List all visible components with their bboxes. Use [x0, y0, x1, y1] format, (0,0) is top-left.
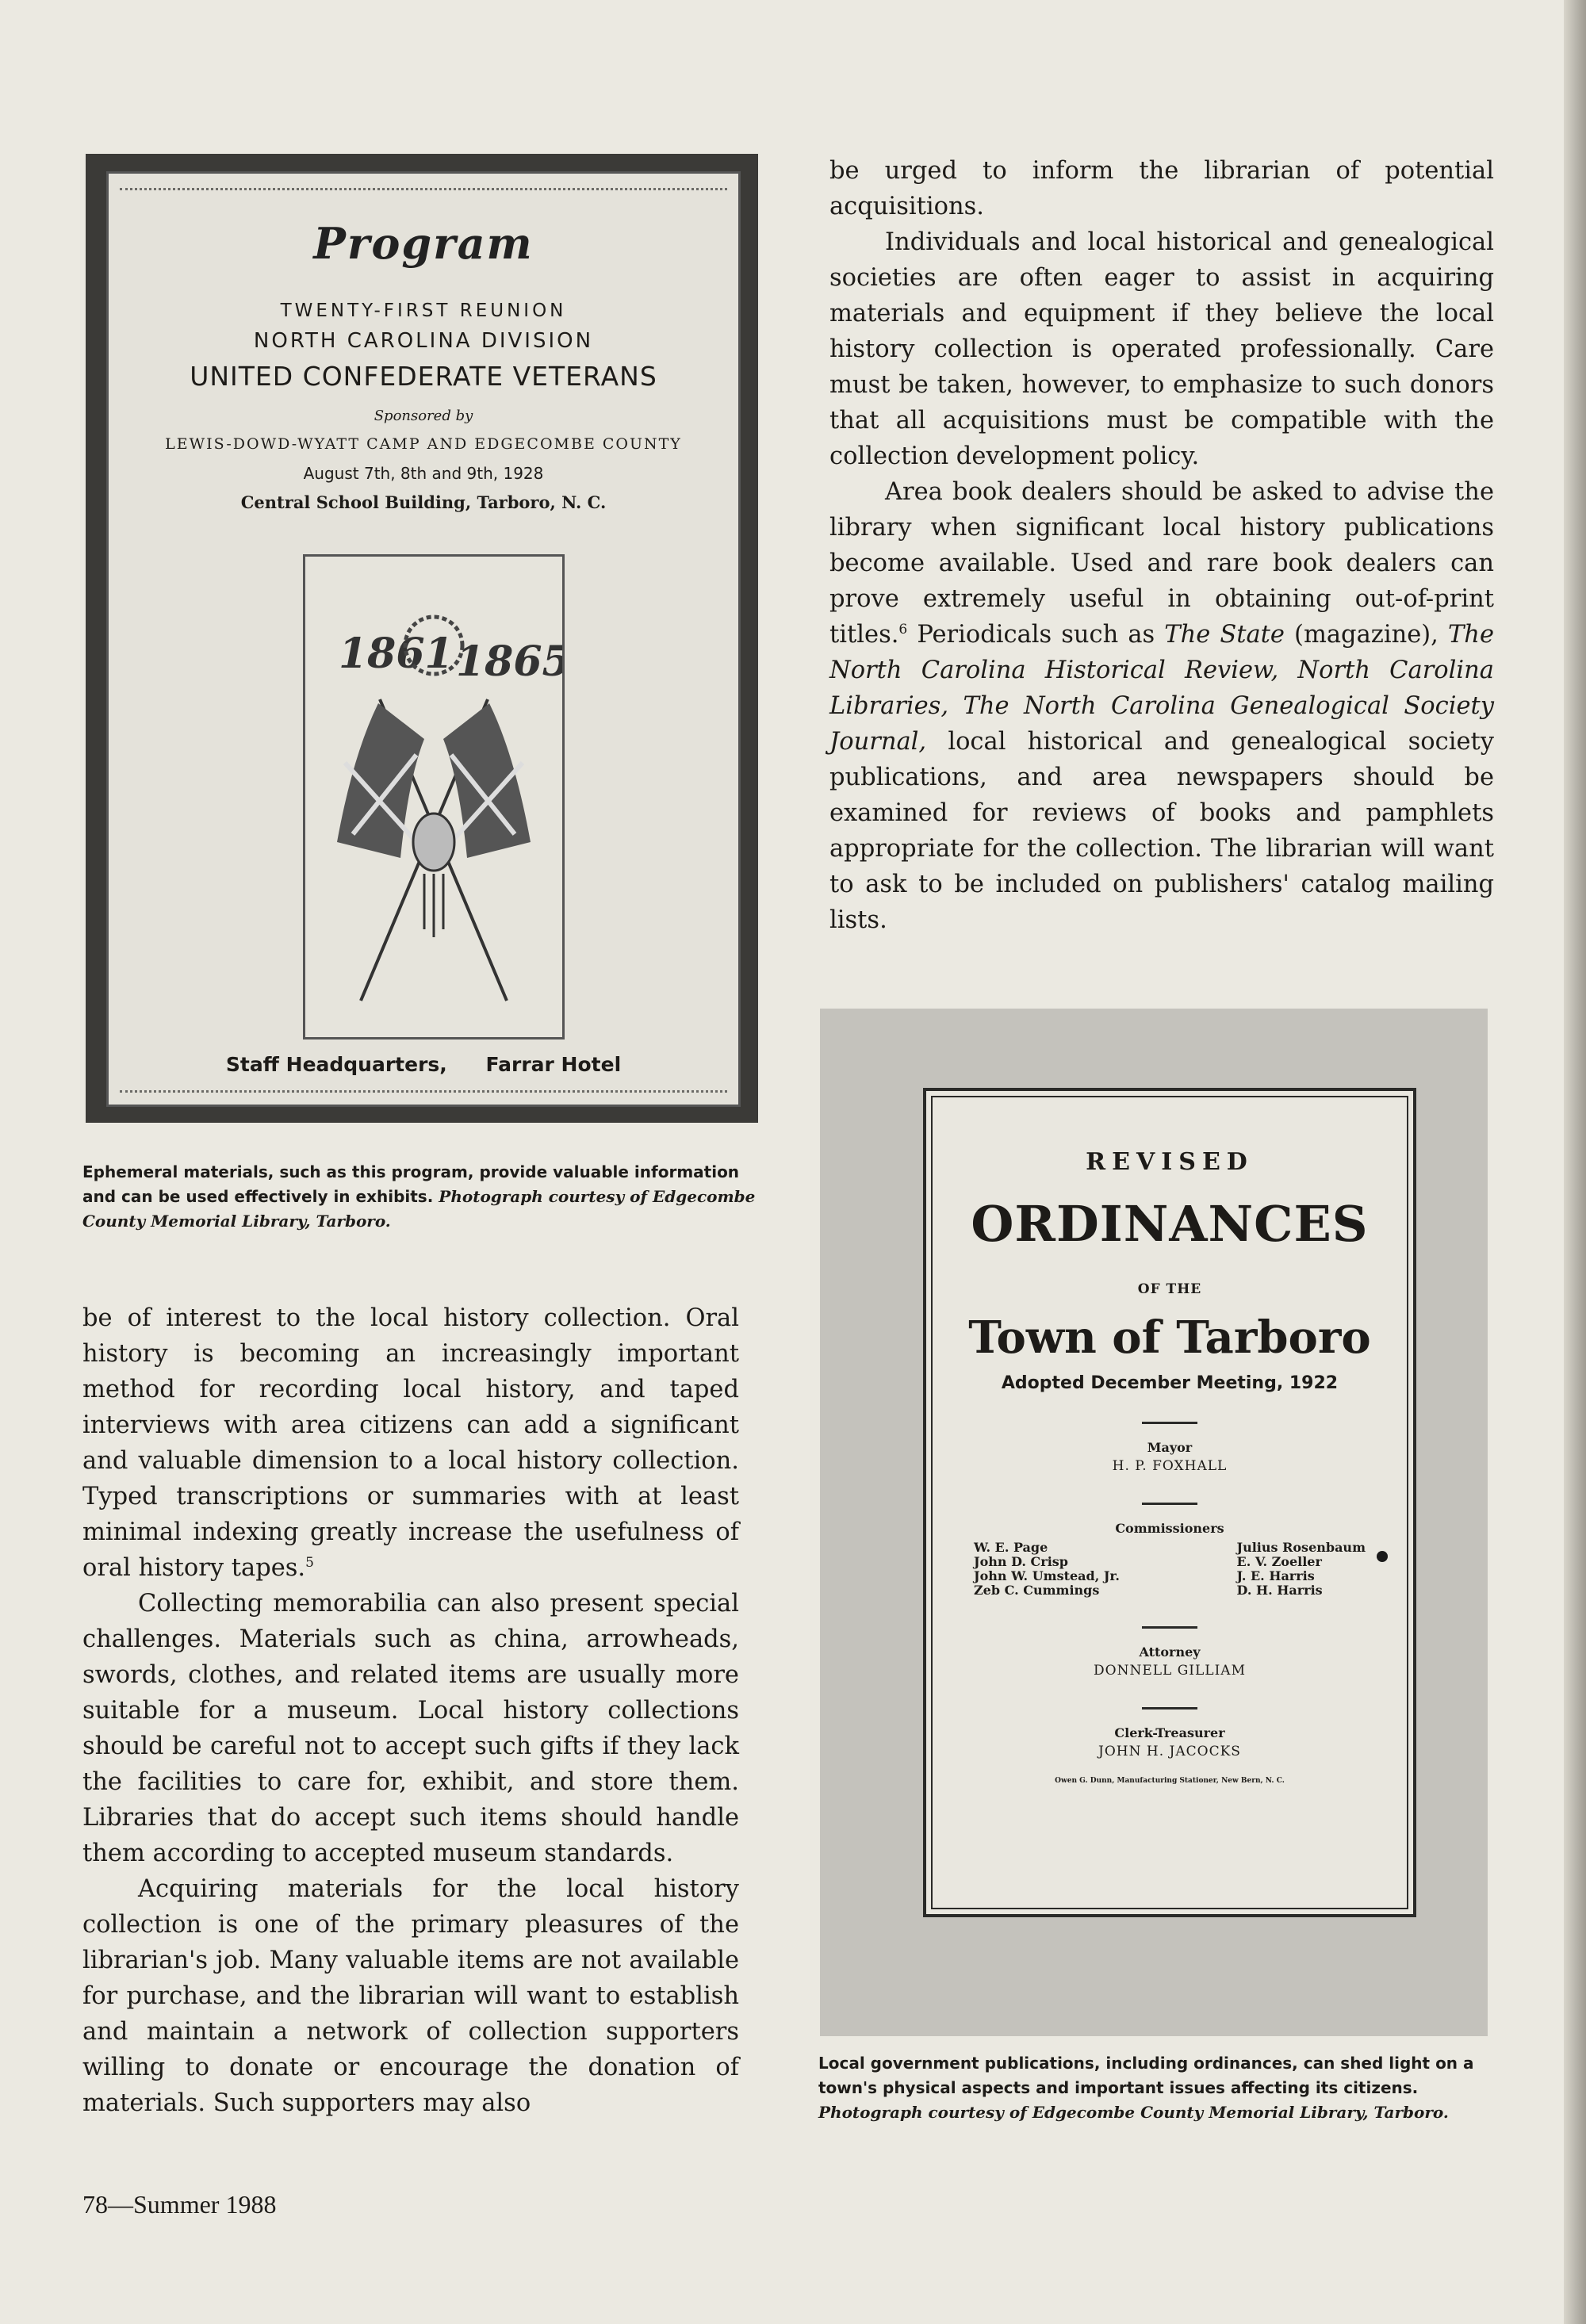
program-card	[106, 171, 741, 1107]
commissioners-right: Julius Rosenbaum E. V. Zoeller J. E. Harris D. H. Harris	[1236, 1540, 1366, 1598]
periodical-the-state: The State	[1164, 621, 1285, 649]
mayor-label: Mayor	[1147, 1440, 1193, 1455]
flags-emblem	[303, 554, 565, 1039]
cover-adopted: Adopted December Meeting, 1922	[1001, 1373, 1339, 1393]
periodical-list: The North Carolina Historical Review, North Carolina Libraries, The North Carolina Genealogical Society Journal,	[829, 621, 1494, 756]
cover-revised: REVISED	[1086, 1148, 1254, 1176]
footnote-ref-5: 5	[305, 1554, 314, 1571]
reunion-line: TWENTY-FIRST REUNION	[280, 301, 567, 321]
place-line: Central School Building, Tarboro, N. C.	[240, 492, 607, 512]
divider	[1142, 1503, 1197, 1505]
cover-town: Town of Tarboro	[968, 1311, 1371, 1364]
divider	[1142, 1707, 1197, 1709]
paragraph-book-dealers: Area book dealers should be asked to advise the library when significant local history publications become available. Used and rare book dealers can prove extremely useful in obtaining out-of-print titles.$^6$ Periodicals such as The State (magazine), The North Carolina Historical Review, North Carolina Libraries, The North Carolina Genealogical Society Journal, local historical and genealogical society publications, and area newspapers should be examined for reviews of books and pamphlets appropriate for the collection. The librarian will want to ask to be included on publishers' catalog mailing lists.	[829, 478, 1494, 934]
year-right: 1865	[456, 637, 562, 686]
commissioners-list	[933, 1541, 1407, 1598]
commissioners-left: W. E. Page John D. Crisp John W. Umstead, Jr. Zeb C. Cummings	[974, 1540, 1120, 1598]
paragraph-acquiring: Acquiring materials for the local history collection is one of the primary pleasures of the librarian's job. Many valuable items are not available for purchase, and the librarian will want to establish and maintain a network of collection supporters willing to donate or encourage the donation of materials. Such supporters may also	[82, 1875, 739, 2117]
footnote-ref-6: 6	[898, 621, 908, 637]
top-border-ornament	[120, 188, 727, 196]
program-title: Program	[313, 218, 534, 269]
cover-of-the: OF THE	[1137, 1281, 1202, 1297]
left-text-column	[82, 1300, 739, 2121]
caption-ordinances-credit: Photograph courtesy of Edgecombe County Memorial Library, Tarboro.	[818, 2103, 1449, 2122]
ordinances-cover	[923, 1088, 1416, 1917]
printer-imprint: Owen G. Dunn, Manufacturing Stationer, New Bern, N. C.	[1055, 1777, 1285, 1785]
divider	[1142, 1626, 1197, 1629]
paragraph-inform: be urged to inform the librarian of potential acquisitions.	[829, 157, 1494, 220]
page-edge-shadow	[1564, 0, 1586, 2324]
division-line: NORTH CAROLINA DIVISION	[253, 329, 594, 353]
commissioners-label: Commissioners	[1115, 1521, 1224, 1536]
divider	[1142, 1422, 1197, 1424]
sponsored-label: Sponsored by	[374, 408, 473, 424]
right-text-column	[829, 153, 1494, 938]
clerk-name: JOHN H. JACOCKS	[1098, 1744, 1241, 1759]
ordinances-photo	[820, 1009, 1488, 2036]
shield-icon	[413, 814, 454, 871]
caption-program-text: Ephemeral materials, such as this program, provide valuable information and can be used effectively in exhibits.	[82, 1162, 740, 1206]
sponsor-line: LEWIS-DOWD-WYATT CAMP AND EDGECOMBE COUNTY	[165, 435, 682, 453]
crossed-flags-icon	[305, 557, 562, 1037]
caption-ordinances-text: Local government publications, including ordinances, can shed light on a town's physical aspects and important issues affecting its citizens.	[818, 2054, 1474, 2097]
program-photo	[86, 154, 758, 1123]
caption-ordinances	[818, 2051, 1497, 2125]
caption-program-credit: Photograph courtesy of Edgecombe County Memorial Library, Tarboro.	[82, 1187, 756, 1231]
year-left: 1861	[339, 630, 454, 678]
paragraph-oral-history: be of interest to the local history collection. Oral history is becoming an increasingly important method for recording local history, and taped interviews with area citizens can add a significant and valuable dimension to a local history collection. Typed transcriptions or summaries with at least minimal indexing greatly increase the usefulness of oral history tapes.$^5$	[82, 1304, 739, 1582]
paragraph-memorabilia: Collecting memorabilia can also present special challenges. Materials such as china, arrowheads, swords, clothes, and related items are usually more suitable for a museum. Local history collections should be careful not to accept such gifts if they lack the facilities to care for, exhibit, and store them. Libraries that do accept such items should handle them according to accepted museum standards.	[82, 1590, 739, 1867]
footer-hotel: Farrar Hotel	[485, 1053, 622, 1076]
dates-line: August 7th, 8th and 9th, 1928	[303, 464, 544, 483]
bottom-border-ornament	[120, 1090, 727, 1098]
caption-program	[82, 1160, 757, 1234]
footer-headquarters: Staff Headquarters,	[225, 1053, 447, 1076]
cover-ordinances: ORDINANCES	[971, 1195, 1369, 1253]
ink-dot	[1377, 1551, 1388, 1562]
attorney-name: DONNELL GILLIAM	[1094, 1663, 1246, 1679]
program-footer	[109, 1053, 738, 1076]
clerk-label: Clerk-Treasurer	[1114, 1725, 1225, 1740]
page-folio: 78—Summer 1988	[82, 2190, 277, 2219]
veterans-line: UNITED CONFEDERATE VETERANS	[190, 361, 657, 392]
paragraph-societies: Individuals and local historical and genealogical societies are often eager to assist in acquiring materials and equipment if they believe the local history collection is operated professionally. Care must be taken, however, to emphasize to such donors that all acquisitions must be compatible with the collection development policy.	[829, 228, 1494, 470]
attorney-label: Attorney	[1139, 1644, 1201, 1660]
mayor-name: H. P. FOXHALL	[1112, 1458, 1228, 1474]
